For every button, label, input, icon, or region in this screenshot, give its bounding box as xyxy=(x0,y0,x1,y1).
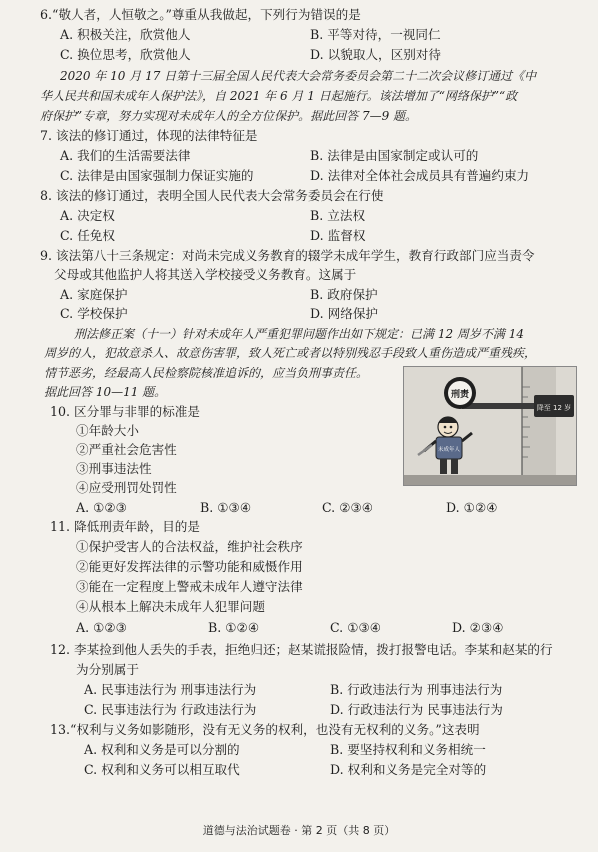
q8-option-a: A. 决定权 xyxy=(60,208,115,223)
q9-option-d: D. 网络保护 xyxy=(310,306,379,321)
q10-option-d: D. ①②④ xyxy=(446,500,498,515)
q10-option-b: B. ①③④ xyxy=(200,500,252,515)
q6-option-b: B. 平等对待，一视同仁 xyxy=(310,27,441,42)
q8-option-d: D. 监督权 xyxy=(310,228,366,243)
measuring-board xyxy=(522,367,556,485)
q11-option-c: C. ①③④ xyxy=(330,620,382,635)
figure-label: 未成年人 xyxy=(437,447,461,453)
q9-stem-line-2: 父母或其他监护人将其送入学校接受义务教育。这属于 xyxy=(54,267,357,282)
passage1-line-2: 华人民共和国未成年人保护法》，自 2021 年 6 月 1 日起施行。该法增加了“网络保护”“政 xyxy=(40,89,518,103)
passage1-line-3: 府保护”专章，努力实现对未成年人的全方位保护。据此回答 7—9 题。 xyxy=(40,109,418,123)
q6-option-c: C. 换位思考，欣赏他人 xyxy=(60,47,191,62)
passage2-line-3: 情节恶劣，经最高人民检察院核准追诉的，应当负刑事责任。 xyxy=(44,366,369,380)
q7-option-d: D. 法律对全体社会成员具有普遍约束力 xyxy=(310,168,530,183)
q11-item-4: ④从根本上解决未成年人犯罪问题 xyxy=(76,599,265,614)
q9-option-b: B. 政府保护 xyxy=(310,287,378,302)
q13-option-b: B. 要坚持权利和义务相统一 xyxy=(330,742,486,757)
q10-option-a: A. ①②③ xyxy=(76,500,127,515)
q10-option-c: C. ②③④ xyxy=(322,500,374,515)
page-footer: 道德与法治试题卷 · 第 2 页（共 8 页） xyxy=(202,824,396,837)
q11-item-3: ③能在一定程度上警戒未成年人遵守法律 xyxy=(76,579,303,594)
q8-stem: 8. 该法的修订通过，表明全国人民代表大会常务委员会在行使 xyxy=(40,188,384,203)
q10-stem: 10. 区分罪与非罪的标准是 xyxy=(50,404,200,419)
q10-item-4: ④应受刑罚处罚性 xyxy=(76,480,177,495)
q12-stem-line-1: 12. 李某捡到他人丢失的手表，拒绝归还；赵某谎报险情，拨打报警电话。李某和赵某的行 xyxy=(50,642,553,657)
q10-item-1: ①年龄大小 xyxy=(76,423,139,438)
passage2-line-2: 周岁的人，犯故意杀人、故意伤害罪，致人死亡或者以特别残忍手段致人重伤造成严重残疾， xyxy=(44,346,537,360)
knife-icon xyxy=(418,445,432,455)
q6-option-a: A. 积极关注，欣赏他人 xyxy=(60,27,191,42)
q11-item-1: ①保护受害人的合法权益，维护社会秩序 xyxy=(76,539,303,554)
q12-option-c: C. 民事违法行为 行政违法行为 xyxy=(84,702,257,717)
q11-item-2: ②能更好发挥法律的示警功能和威慑作用 xyxy=(76,559,303,574)
q7-option-c: C. 法律是由国家强制力保证实施的 xyxy=(60,168,254,183)
passage1-line-1: 2020 年 10 月 17 日第十三届全国人民代表大会常务委员会第二十二次会议修订通过《中 xyxy=(60,69,537,83)
q10-item-2: ②严重社会危害性 xyxy=(76,442,177,457)
cartoon-illustration xyxy=(403,366,577,486)
bar-label: 降至 12 岁 xyxy=(536,404,572,412)
sign-label: 刑责 xyxy=(450,390,470,400)
passage2-line-4: 据此回答 10—11 题。 xyxy=(44,385,167,399)
q7-option-b: B. 法律是由国家制定或认可的 xyxy=(310,148,479,163)
q13-option-d: D. 权利和义务是完全对等的 xyxy=(330,762,487,777)
q11-stem: 11. 降低刑责年龄，目的是 xyxy=(50,519,200,534)
q7-option-a: A. 我们的生活需要法律 xyxy=(60,148,191,163)
q12-option-b: B. 行政违法行为 刑事违法行为 xyxy=(330,682,503,697)
q11-option-d: D. ②③④ xyxy=(452,620,504,635)
q13-option-c: C. 权利和义务可以相互取代 xyxy=(84,762,240,777)
q7-stem: 7. 该法的修订通过，体现的法律特征是 xyxy=(40,128,258,143)
q12-option-d: D. 行政违法行为 民事违法行为 xyxy=(330,702,503,717)
q9-option-a: A. 家庭保护 xyxy=(60,287,128,302)
q10-item-3: ③刑事违法性 xyxy=(76,461,152,476)
cartoon-drawing xyxy=(404,367,576,485)
q12-stem-line-2: 为分别属于 xyxy=(76,662,139,677)
q12-option-a: A. 民事违法行为 刑事违法行为 xyxy=(84,682,257,697)
q6-stem: 6.“敬人者，人恒敬之。”尊重从我做起，下列行为错误的是 xyxy=(40,7,361,22)
q13-stem: 13.“权利与义务如影随形，没有无义务的权利，也没有无权利的义务。”这表明 xyxy=(50,722,480,737)
q11-option-b: B. ①②④ xyxy=(208,620,260,635)
q11-option-a: A. ①②③ xyxy=(76,620,127,635)
q9-stem-line-1: 9. 该法第八十三条规定：对尚未完成义务教育的辍学未成年学生，教育行政部门应当责令 xyxy=(40,248,535,263)
q8-option-c: C. 任免权 xyxy=(60,228,115,243)
q8-option-b: B. 立法权 xyxy=(310,208,366,223)
q6-option-d: D. 以貌取人，区别对待 xyxy=(310,47,441,62)
q9-option-c: C. 学校保护 xyxy=(60,306,128,321)
q13-option-a: A. 权利和义务是可以分割的 xyxy=(84,742,240,757)
passage2-line-1: 刑法修正案（十一）针对未成年人严重犯罪问题作出如下规定：已满 12 周岁不满 14 xyxy=(74,327,524,341)
